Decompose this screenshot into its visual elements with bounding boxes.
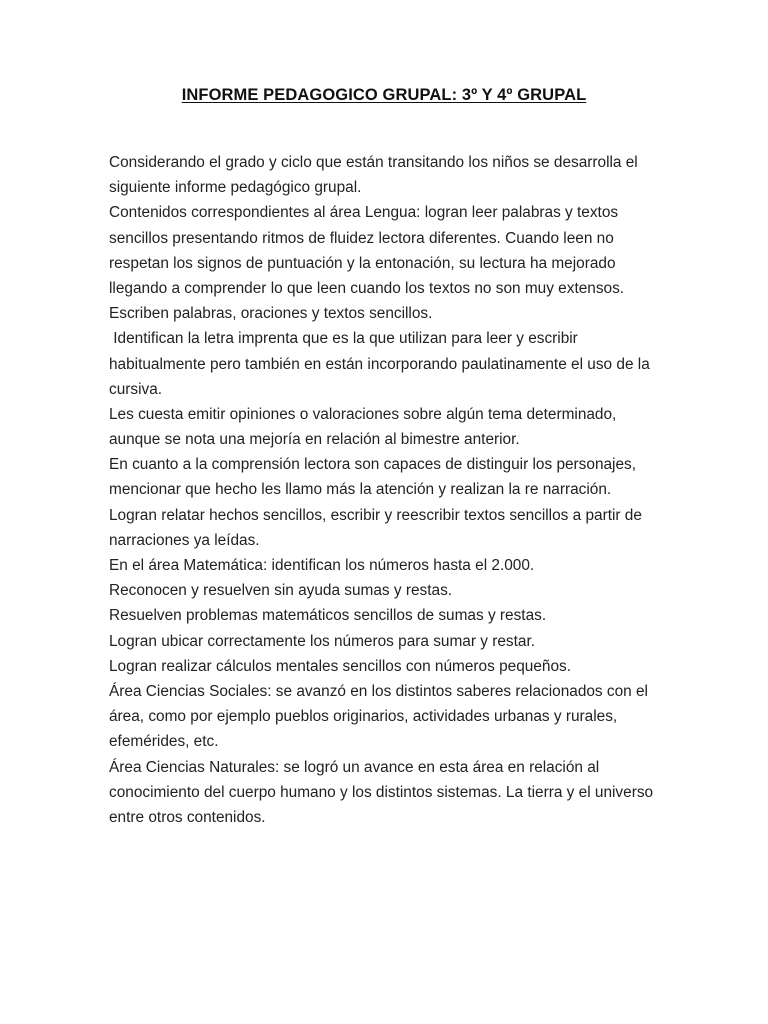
body-line: aunque se nota una mejoría en relación al bimestre anterior. xyxy=(109,431,520,449)
body-line: Contenidos correspondientes al área Lengua: logran leer palabras y textos xyxy=(109,204,619,222)
body-line: efemérides, etc. xyxy=(109,733,219,751)
body-line: mencionar que hecho les llamo más la atención y realizan la re narración. xyxy=(109,481,612,499)
body-line: siguiente informe pedagógico grupal. xyxy=(109,179,362,197)
body-line: habitualmente pero también en están incorporando paulatinamente el uso de la xyxy=(109,355,650,373)
body-line: Escriben palabras, oraciones y textos sencillos. xyxy=(109,305,433,323)
body-line: En el área Matemática: identifican los números hasta el 2.000. xyxy=(109,557,535,574)
body-line: llegando a comprender lo que leen cuando los textos no son muy extensos. xyxy=(109,279,625,297)
body-line: conocimiento del cuerpo humano y los distintos sistemas. La tierra y el universo xyxy=(109,783,654,801)
body-line: Área Ciencias Naturales: se logró un avance en esta área en relación al xyxy=(109,758,600,776)
body-line: Considerando el grado y ciclo que están transitando los niños se desarrolla el xyxy=(109,154,638,171)
body-line: área, como por ejemplo pueblos originarios, actividades urbanas y rurales, xyxy=(109,708,618,726)
body-line: Resuelven problemas matemáticos sencillos de sumas y restas. xyxy=(109,607,547,625)
body-line: Área Ciencias Sociales: se avanzó en los distintos saberes relacionados con el xyxy=(109,682,648,700)
document-body xyxy=(109,150,689,830)
body-line: Les cuesta emitir opiniones o valoraciones sobre algún tema determinado, xyxy=(109,405,617,423)
document-title: INFORME PEDAGOGICO GRUPAL: 3º Y 4º GRUPAL xyxy=(181,86,587,104)
body-line: En cuanto a la comprensión lectora son capaces de distinguir los personajes, xyxy=(109,456,637,474)
body-line: Logran relatar hechos sencillos, escribir y reescribir textos sencillos a partir de xyxy=(109,506,642,524)
body-line: Logran ubicar correctamente los números para sumar y restar. xyxy=(109,632,535,650)
body-line: narraciones ya leídas. xyxy=(109,531,260,549)
body-line: entre otros contenidos. xyxy=(109,808,266,826)
body-line: respetan los signos de puntuación y la entonación, su lectura ha mejorado xyxy=(109,254,616,272)
body-line: Logran realizar cálculos mentales sencillos con números pequeños. xyxy=(109,657,571,675)
body-line: cursiva. xyxy=(109,380,163,398)
body-line: Identifican la letra imprenta que es la que utilizan para leer y escribir xyxy=(109,330,578,348)
body-line: Reconocen y resuelven sin ayuda sumas y restas. xyxy=(109,582,453,600)
body-line: sencillos presentando ritmos de fluidez lectora diferentes. Cuando leen no xyxy=(109,229,614,247)
